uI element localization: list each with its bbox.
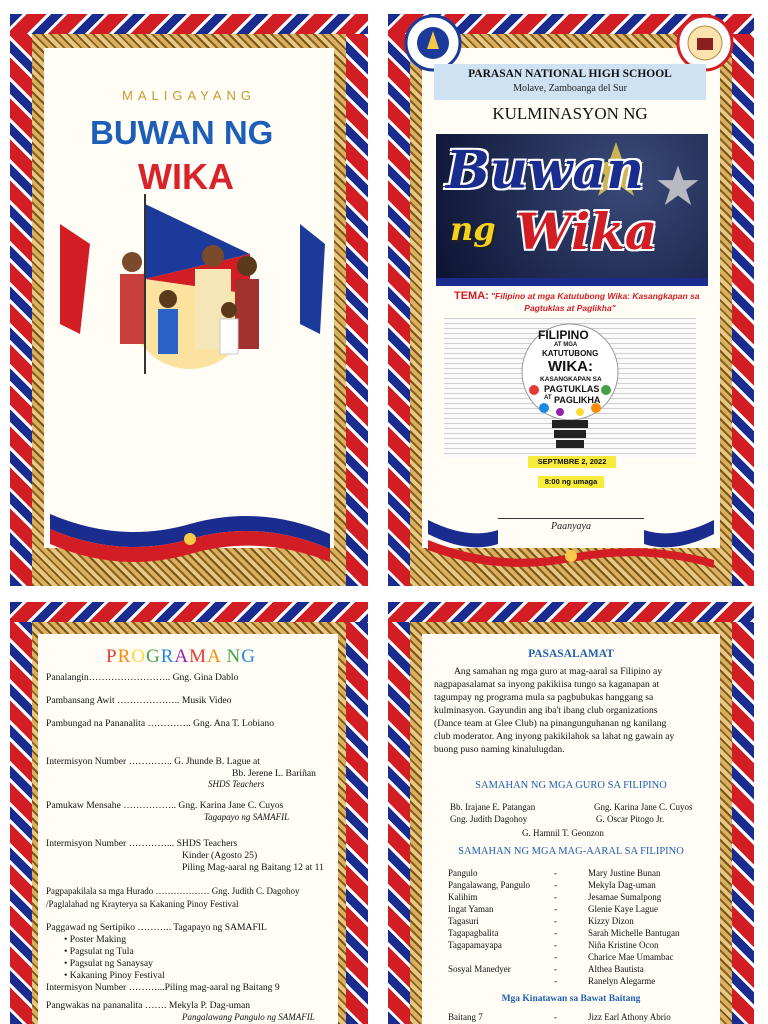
program-item-intermisyon-1-note: SHDS Teachers bbox=[208, 779, 265, 789]
poster-word: WIKA: bbox=[548, 358, 593, 375]
magaaral-heading: SAMAHAN NG MGA MAG-AARAL SA FILIPINO bbox=[458, 846, 684, 857]
dash: - bbox=[554, 904, 557, 914]
officer-name: Glenie Kaye Lague bbox=[588, 904, 658, 914]
officer-name: Mekyla Dag-uman bbox=[588, 880, 656, 890]
star-icon bbox=[656, 164, 700, 208]
officer-position: Pangalawang, Pangulo bbox=[448, 880, 530, 890]
tema-line1: "Filipino at mga Katutubong Wika: Kasangkapan sa bbox=[491, 291, 700, 301]
teacher-name: Gng. Karina Jane C. Cuyos bbox=[594, 802, 693, 812]
invitation-panel bbox=[388, 14, 754, 586]
officer-name: Niña Kristine Ocon bbox=[588, 940, 659, 950]
greeting-text: MALIGAYANG bbox=[122, 88, 257, 103]
paragraph-line: nagpapasalamat sa inyong pakikiisa tungo sa kaganapan at bbox=[434, 679, 660, 690]
poster-word: PAGTUKLAS bbox=[544, 384, 600, 394]
baitang-name: Jizz Earl Athony Abrio bbox=[588, 1012, 671, 1022]
officer-name: Jesamae Sumalpong bbox=[588, 892, 662, 902]
people-with-flags-illustration bbox=[50, 184, 330, 374]
poster-word: FILIPINO bbox=[538, 328, 589, 342]
dash: - bbox=[554, 892, 557, 902]
pasasalamat-panel bbox=[388, 602, 754, 1024]
guro-heading: SAMAHAN NG MGA GURO SA FILIPINO bbox=[475, 780, 667, 791]
dash: - bbox=[554, 928, 557, 938]
program-item-pambansang-awit: Pambansang Awit ……………….. Musik Video bbox=[46, 695, 232, 706]
award-item: • Pagsulat ng Tula bbox=[64, 946, 134, 957]
poster-word: AT MGA bbox=[554, 342, 578, 348]
dash: - bbox=[554, 1012, 557, 1022]
program-item-paggawad: Paggawad ng Sertipiko ……….. Tagapayo ng SAMAFIL bbox=[46, 922, 267, 933]
officer-name: Mary Justine Bunan bbox=[588, 868, 661, 878]
event-date: SEPTMBRE 2, 2022 bbox=[537, 457, 607, 466]
officer-name: Sarah Michelle Bantugan bbox=[588, 928, 680, 938]
program-item-pamukaw-note: Tagapayo ng SAMAFIL bbox=[204, 812, 290, 822]
program-item-pagpapakilala-cont: /Paglalahad ng Krayterya sa Kakaning Pinoy Festival bbox=[46, 899, 239, 909]
award-item: • Kakaning Pinoy Festival bbox=[64, 970, 165, 981]
program-item-pamukaw: Pamukaw Mensahe …………….. Gng. Karina Jane C. Cuyos bbox=[46, 800, 284, 811]
school-address: Molave, Zamboanga del Sur bbox=[513, 83, 627, 94]
kinatawan-heading: Mga Kinatawan sa Bawat Baitang bbox=[501, 994, 641, 1004]
banner-word-ng: ng bbox=[450, 210, 496, 248]
program-item-pagpapakilala: Pagpapakilala sa mga Hurado ……………… Gng. Judith C. Dagohoy bbox=[46, 886, 300, 896]
dash: - bbox=[554, 868, 557, 878]
ribbon-border-left bbox=[10, 14, 32, 586]
dash: - bbox=[554, 964, 557, 974]
tema-label: TEMA: bbox=[454, 290, 489, 302]
baitang-position: Baitang 7 bbox=[448, 1012, 483, 1022]
ribbon-border-right bbox=[346, 14, 368, 586]
banner-word-wika: Wika bbox=[516, 202, 658, 261]
teacher-name: Gng. Judith Dagohoy bbox=[450, 814, 528, 824]
buwan-ng-wika-banner bbox=[436, 134, 708, 286]
cover-title-line2: WIKA bbox=[138, 156, 234, 197]
paragraph-line: kulminasyon. Gayundin ang iba't ibang club organizations bbox=[434, 705, 658, 716]
paanyaya-text: Paanyaya bbox=[551, 521, 591, 532]
program-item-pangwakas-note: Pangalawang Pangulo ng SAMAFIL bbox=[182, 1012, 315, 1022]
program-item-intermisyon-2-kinder: Kinder (Agosto 25) bbox=[182, 850, 258, 861]
tema-line2: Pagtuklas at Paglikha" bbox=[524, 303, 616, 313]
program-item-intermisyon-2-baitang: Piling Mag-aaral ng Baitang 12 at 11 bbox=[182, 862, 324, 873]
program-item-intermisyon-2: Intermisyon Number …………... SHDS Teachers bbox=[46, 838, 238, 849]
program-item-intermisyon-3: Intermisyon Number ………...Piling mag-aaral ng Baitang 9 bbox=[46, 982, 280, 993]
poster-word: AT bbox=[544, 395, 552, 401]
officer-position: Ingat Yaman bbox=[448, 904, 494, 914]
officer-name: Kizzy Dizon bbox=[588, 916, 634, 926]
paragraph-line: club moderator. Ang inyong pakikilahok sa lahat ng gawain ay bbox=[434, 731, 675, 742]
program-item-panalangin: Panalangin…………………….. Gng. Gina Dablo bbox=[46, 672, 239, 683]
school-name: PARASAN NATIONAL HIGH SCHOOL bbox=[468, 68, 672, 80]
paragraph-line: Ang samahan ng mga guro at mag-aaral sa Filipino ay bbox=[454, 666, 663, 677]
officer-position: Pangulo bbox=[448, 868, 478, 878]
poster-word: PAGLIKHA bbox=[554, 395, 601, 405]
dash: - bbox=[554, 940, 557, 950]
cover-title-line1: BUWAN NG bbox=[90, 114, 274, 151]
award-item: • Poster Making bbox=[64, 934, 126, 945]
program-item-pambungad: Pambungad na Pananalita ………….. Gng. Ana T. Lobiano bbox=[46, 718, 274, 729]
officer-name: Charice Mae Umambac bbox=[588, 952, 674, 962]
dash: - bbox=[554, 880, 557, 890]
programa-heading: PROGRAMA NG bbox=[106, 646, 256, 667]
dash: - bbox=[554, 952, 557, 962]
officer-position: Tagasuri bbox=[448, 916, 479, 926]
paragraph-line: tagumpay ng programa mula sa pagbubukas hanggang sa bbox=[434, 692, 654, 703]
programa-panel bbox=[10, 602, 368, 1024]
officer-position: Tagapagbalita bbox=[448, 928, 499, 938]
officer-position: Tagapamayapa bbox=[448, 940, 502, 950]
program-item-intermisyon-1-cont: Bb. Jerene L. Bariñan bbox=[232, 768, 316, 779]
teacher-name: G. Oscar Pitogo Jr. bbox=[596, 814, 665, 824]
officer-name: Althea Bautista bbox=[588, 964, 644, 974]
paragraph-line: buong puso naming kinalulugdan. bbox=[434, 744, 565, 755]
program-item-intermisyon-1: Intermisyon Number ………….. G. Jhunde B. Lague at bbox=[46, 756, 260, 767]
poster-word: KASANGKAPAN SA bbox=[540, 376, 602, 383]
award-item: • Pagsulat ng Sanaysay bbox=[64, 958, 153, 969]
banner-word-buwan: Buwan bbox=[446, 140, 645, 201]
paragraph-line: (Dance team at Glee Club) na pinangunguhanan ng kanilang bbox=[434, 718, 667, 729]
event-time: 8:00 ng umaga bbox=[544, 477, 598, 486]
teacher-name: Bb. Irajane E. Patangan bbox=[450, 802, 536, 812]
poster-word: KATUTUBONG bbox=[542, 349, 599, 358]
cover-panel bbox=[10, 14, 368, 586]
officer-name: Ranelyn Alegarme bbox=[588, 976, 656, 986]
dash: - bbox=[554, 976, 557, 986]
officer-position: Kalihim bbox=[448, 892, 478, 902]
dash: - bbox=[554, 916, 557, 926]
ribbon-border-top bbox=[10, 14, 368, 34]
bottom-flag-ribbon bbox=[428, 510, 714, 570]
teacher-name: G. Hamnil T. Geonzon bbox=[522, 828, 604, 838]
kulminasyon-heading: KULMINASYON NG bbox=[492, 104, 648, 123]
program-item-pangwakas: Pangwakas na pananalita ……. Mekyla P. Dag-uman bbox=[46, 1000, 251, 1011]
bottom-flag-ribbon bbox=[50, 504, 330, 564]
theme-poster bbox=[444, 318, 696, 458]
pasasalamat-heading: PASASALAMAT bbox=[528, 648, 614, 660]
officer-position: Sosyal Manedyer bbox=[448, 964, 511, 974]
